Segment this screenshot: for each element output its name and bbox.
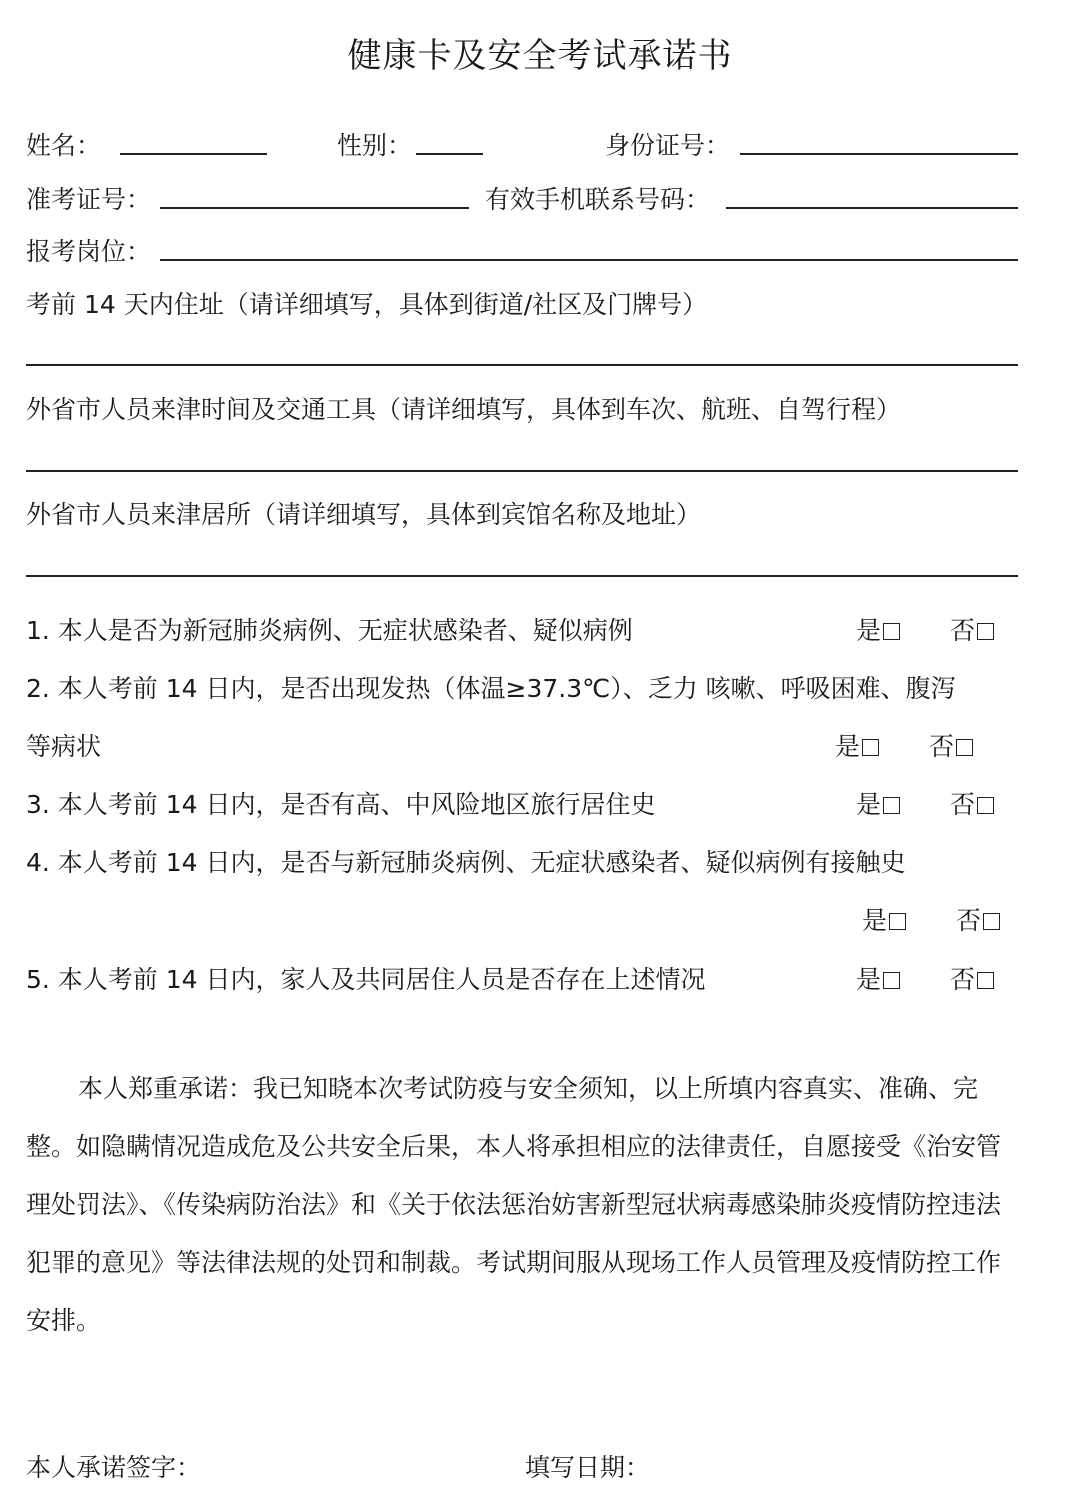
q1-no-checkbox[interactable]: [977, 623, 994, 640]
travel-label: 外省市人员来津时间及交通工具（请详细填写，具体到车次、航班、自驾行程）: [26, 395, 902, 424]
lodging-label: 外省市人员来津居所（请详细填写，具体到宾馆名称及地址）: [26, 500, 702, 529]
gender-field[interactable]: [416, 153, 483, 155]
question-4: 4. 本人考前 14 日内，是否与新冠肺炎病例、无症状感染者、疑似病例有接触史: [26, 848, 906, 877]
q4-yes-checkbox[interactable]: [889, 913, 906, 930]
question-5: 5. 本人考前 14 日内，家人及共同居住人员是否存在上述情况: [26, 965, 706, 994]
id-number-field[interactable]: [740, 153, 1018, 155]
q2-no-option[interactable]: [929, 727, 973, 763]
q1-yes-checkbox[interactable]: [883, 623, 900, 640]
q3-yes-checkbox[interactable]: [883, 797, 900, 814]
no-label: 否: [950, 616, 976, 645]
lodging-field[interactable]: [26, 575, 1018, 577]
pledge-text: 本人郑重承诺：我已知晓本次考试防疫与安全须知，以上所填内容真实、准确、完整。如隐瞒情况造成危及公共安全后果，本人将承担相应的法律责任，自愿接受《治安管理处罚法》、《传染病防治法》和《关于依法惩治妨害新型冠状病毒感染肺炎疫情防控违法犯罪的意见》等法律法规的处罚和制裁。考试期间服从现场工作人员管理及疫情防控工作安排。: [26, 1074, 1002, 1335]
phone-field[interactable]: [726, 207, 1018, 209]
question-2-continuation: 等病状: [26, 732, 102, 761]
position-label: 报考岗位：: [26, 237, 152, 266]
q3-no-option[interactable]: [950, 785, 994, 821]
name-field[interactable]: [120, 153, 267, 155]
name-label: 姓名：: [26, 131, 102, 160]
yes-label: 是: [856, 790, 882, 819]
id-number-label: 身份证号：: [605, 131, 731, 160]
q4-no-option[interactable]: [956, 901, 1000, 937]
q4-yes-option[interactable]: [862, 901, 906, 937]
q2-yes-checkbox[interactable]: [862, 739, 879, 756]
q2-no-checkbox[interactable]: [956, 739, 973, 756]
address-label: 考前 14 天内住址（请详细填写，具体到街道/社区及门牌号）: [26, 290, 708, 319]
signature-label: 本人承诺签字：: [26, 1453, 202, 1482]
q5-yes-option[interactable]: [856, 960, 900, 996]
date-label: 填写日期：: [525, 1453, 651, 1482]
admission-number-field[interactable]: [160, 207, 469, 209]
yes-label: 是: [856, 965, 882, 994]
phone-label: 有效手机联系号码：: [485, 185, 711, 214]
gender-label: 性别：: [337, 131, 413, 160]
q5-no-checkbox[interactable]: [977, 972, 994, 989]
position-field[interactable]: [160, 259, 1018, 261]
admission-number-label: 准考证号：: [26, 185, 152, 214]
q4-no-checkbox[interactable]: [983, 913, 1000, 930]
address-field[interactable]: [26, 364, 1018, 366]
q3-yes-option[interactable]: [856, 785, 900, 821]
no-label: 否: [929, 732, 955, 761]
yes-label: 是: [862, 906, 888, 935]
travel-field[interactable]: [26, 470, 1018, 472]
q1-no-option[interactable]: [950, 611, 994, 647]
question-3: 3. 本人考前 14 日内，是否有高、中风险地区旅行居住史: [26, 790, 656, 819]
q2-yes-option[interactable]: [835, 727, 879, 763]
q5-yes-checkbox[interactable]: [883, 972, 900, 989]
question-2: 2. 本人考前 14 日内，是否出现发热（体温≥37.3℃）、乏力 咳嗽、呼吸困难、腹泻: [26, 674, 956, 703]
yes-label: 是: [856, 616, 882, 645]
question-1: 1. 本人是否为新冠肺炎病例、无症状感染者、疑似病例: [26, 616, 633, 645]
yes-label: 是: [835, 732, 861, 761]
q5-no-option[interactable]: [950, 960, 994, 996]
no-label: 否: [950, 965, 976, 994]
document-title: 健康卡及安全考试承诺书: [347, 36, 733, 76]
no-label: 否: [956, 906, 982, 935]
no-label: 否: [950, 790, 976, 819]
q3-no-checkbox[interactable]: [977, 797, 994, 814]
q1-yes-option[interactable]: [856, 611, 900, 647]
pledge-paragraph: [26, 1060, 1021, 1350]
